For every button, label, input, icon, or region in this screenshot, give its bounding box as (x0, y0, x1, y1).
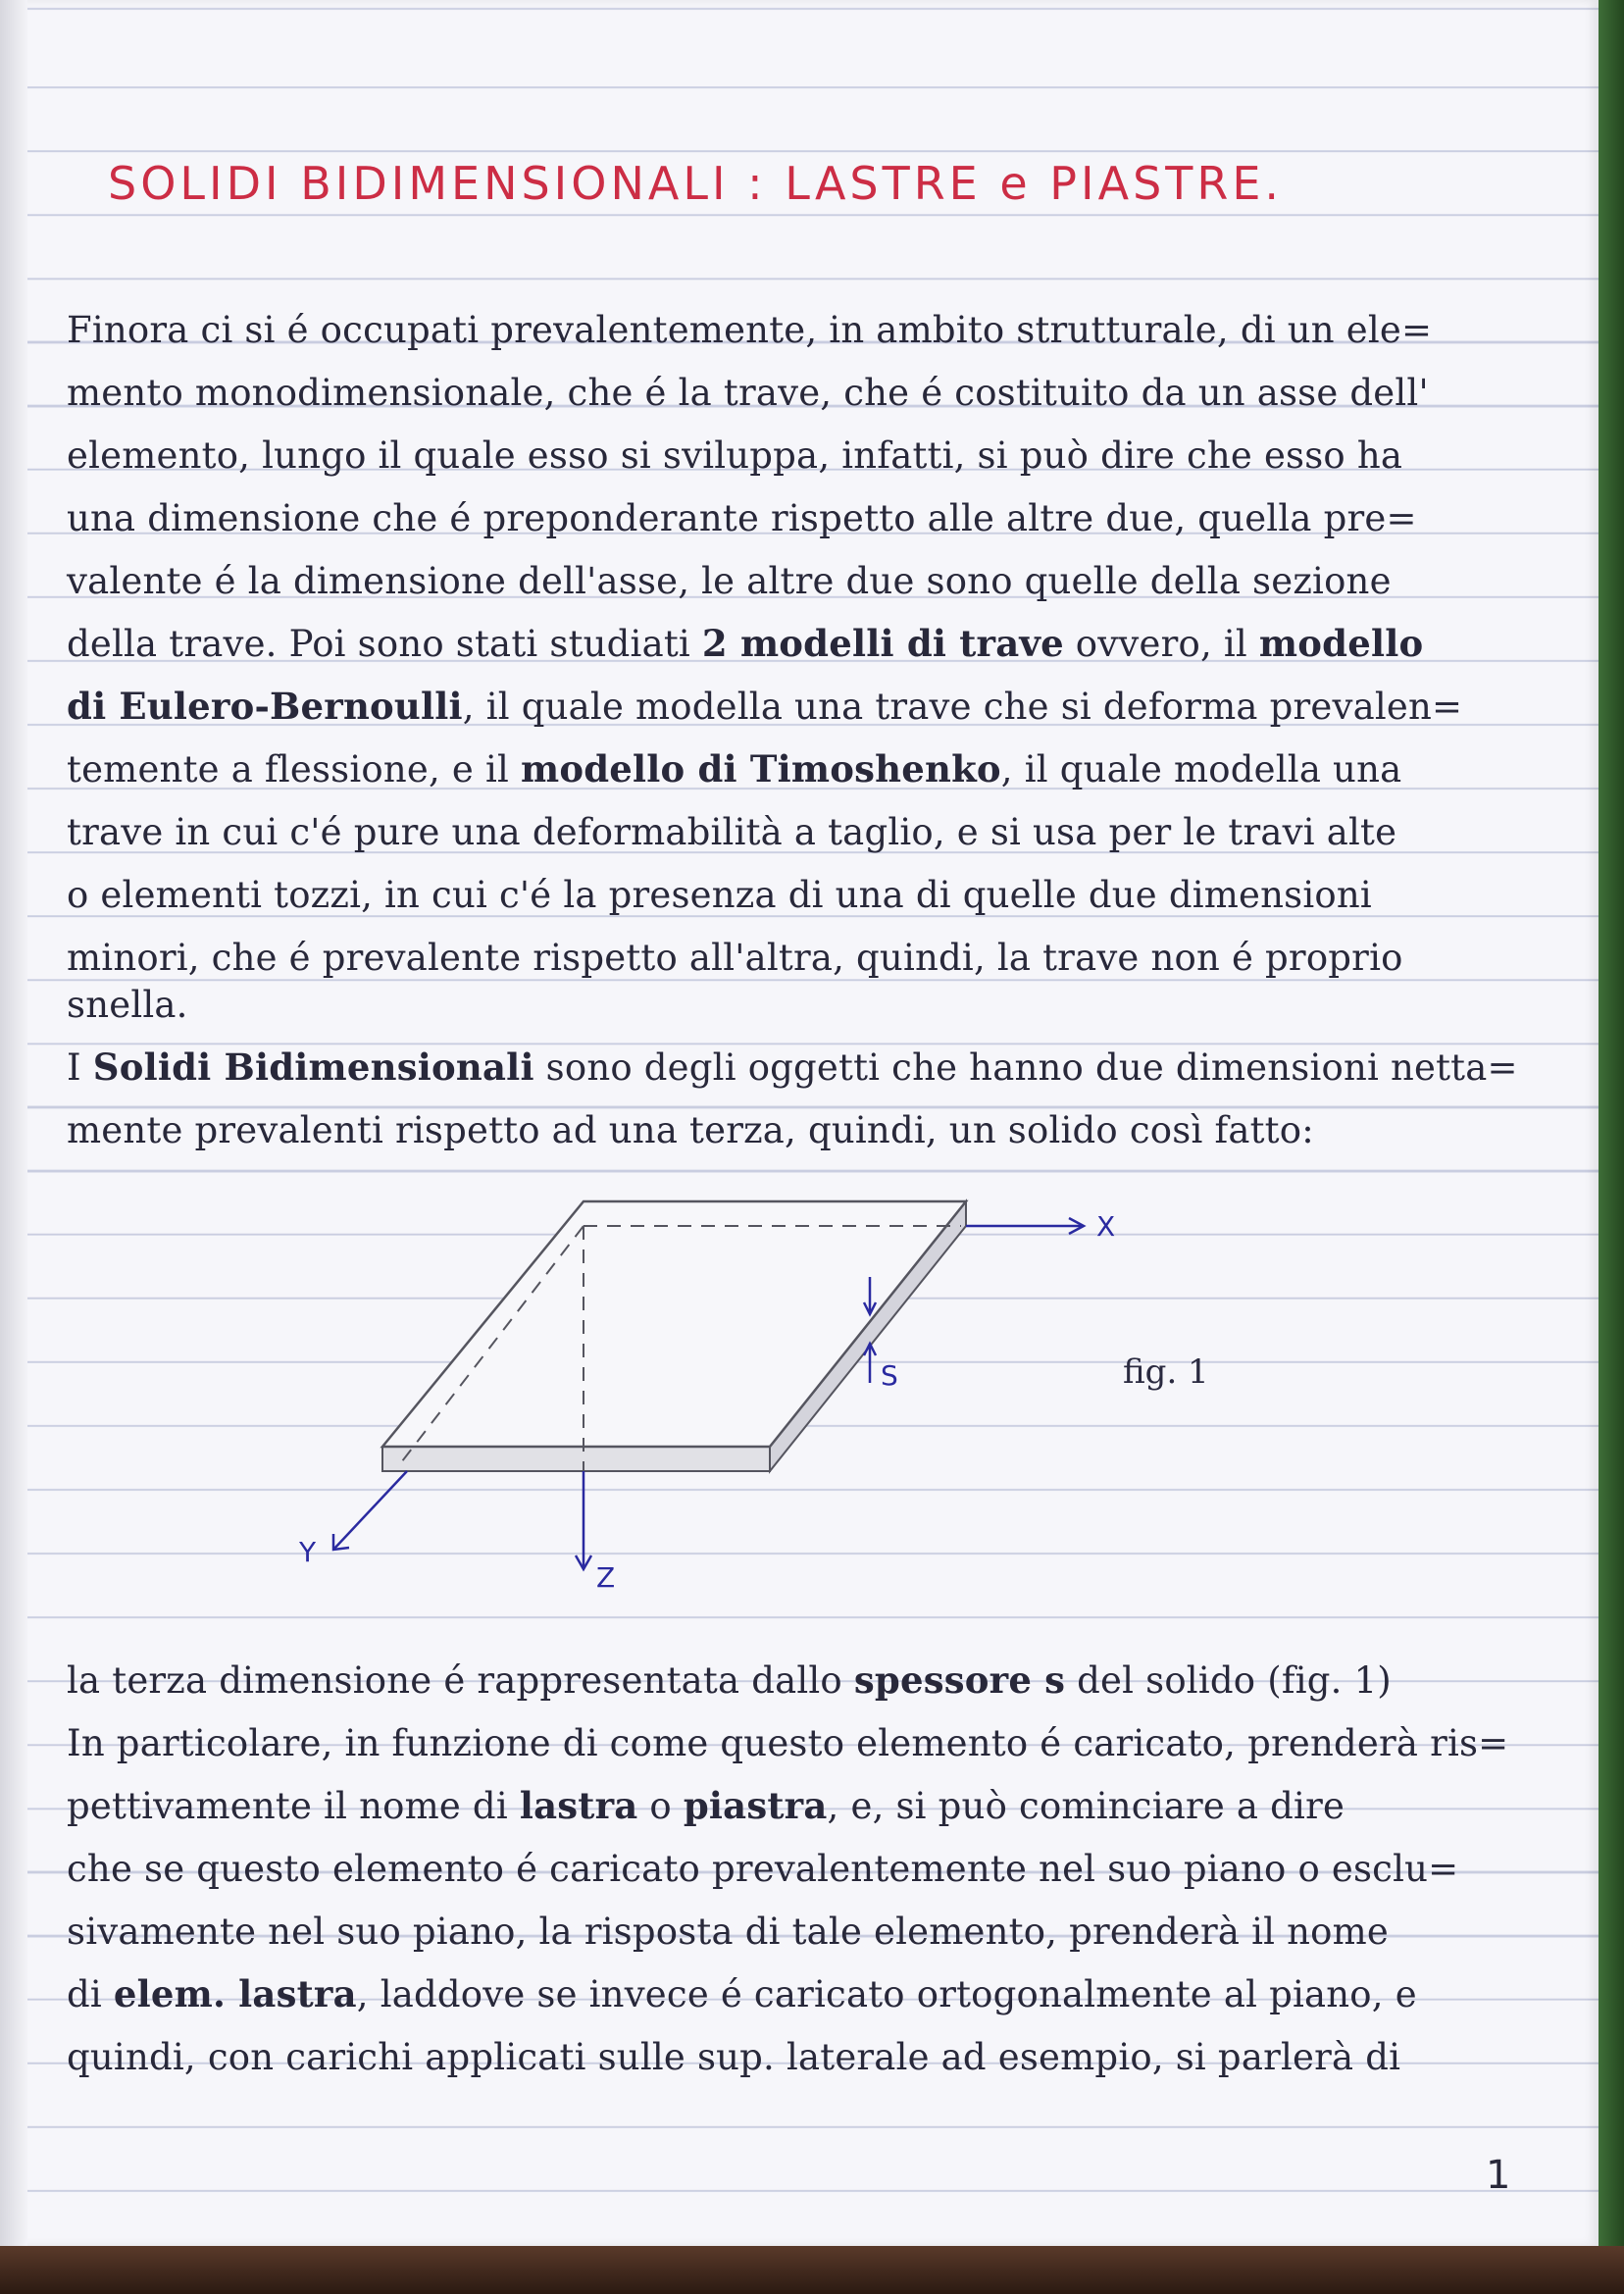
text-line: di Eulero-Bernoulli, il quale modella una trave che si deforma prevalen= (67, 685, 1463, 728)
text-line: che se questo elemento é caricato prevalentemente nel suo piano o esclu= (67, 1848, 1459, 1890)
thickness-label: S (881, 1359, 898, 1392)
text-line: temente a flessione, e il modello di Timoshenko, il quale modella una (67, 747, 1402, 790)
text-line: trave in cui c'é pure una deformabilità a taglio, e si usa per le travi alte (67, 811, 1397, 853)
text-line: mente prevalenti rispetto ad una terza, quindi, un solido così fatto: (67, 1109, 1314, 1151)
text-line: della trave. Poi sono stati studiati 2 modelli di trave ovvero, il modello (67, 622, 1424, 665)
axis-x-label: X (1096, 1210, 1116, 1243)
figure-caption: fig. 1 (1123, 1352, 1209, 1392)
text-line: valente é la dimensione dell'asse, le altre due sono quelle della sezione (67, 560, 1392, 602)
text-line: sivamente nel suo piano, la risposta di tale elemento, prenderà il nome (67, 1911, 1390, 1953)
text-line: una dimensione che é preponderante rispetto alle altre due, quella pre= (67, 497, 1417, 539)
plate-outline (382, 1201, 966, 1471)
page-bottom-edge (0, 2246, 1624, 2294)
text-line: o elementi tozzi, in cui c'é la presenza di una di quelle due dimensioni (67, 874, 1372, 916)
text-line: elemento, lungo il quale esso si sviluppa, infatti, si può dire che esso ha (67, 434, 1403, 477)
text-line: la terza dimensione é rappresentata dallo spessore s del solido (fig. 1) (67, 1658, 1392, 1702)
page-title: SOLIDI BIDIMENSIONALI : LASTRE e PIASTRE. (108, 157, 1284, 210)
text-line: quindi, con carichi applicati sulle sup. laterale ad esempio, si parlerà di (67, 2036, 1401, 2078)
text-line: In particolare, in funzione di come questo elemento é caricato, prenderà ris= (67, 1722, 1509, 1764)
page-edge (1599, 0, 1624, 2246)
axis-y-label: Y (299, 1536, 317, 1568)
text-line: I Solidi Bidimensionali sono degli oggetti che hanno due dimensioni netta= (67, 1045, 1518, 1089)
text-line: mento monodimensionale, che é la trave, che é costituito da un asse dell' (67, 372, 1429, 414)
text-line: Finora ci si é occupati prevalentemente, in ambito strutturale, di un ele= (67, 309, 1433, 351)
page-number: 1 (1486, 2153, 1511, 2198)
axis-z-label: Z (596, 1561, 616, 1594)
text-line: minori, che é prevalente rispetto all'altra, quindi, la trave non é proprio (67, 937, 1403, 979)
plate-diagram (275, 1177, 1255, 1599)
text-line: di elem. lastra, laddove se invece é caricato ortogonalmente al piano, e (67, 1972, 1417, 2015)
text-line: snella. (67, 984, 188, 1026)
text-line: pettivamente il nome di lastra o piastra, e, si può cominciare a dire (67, 1784, 1345, 1827)
